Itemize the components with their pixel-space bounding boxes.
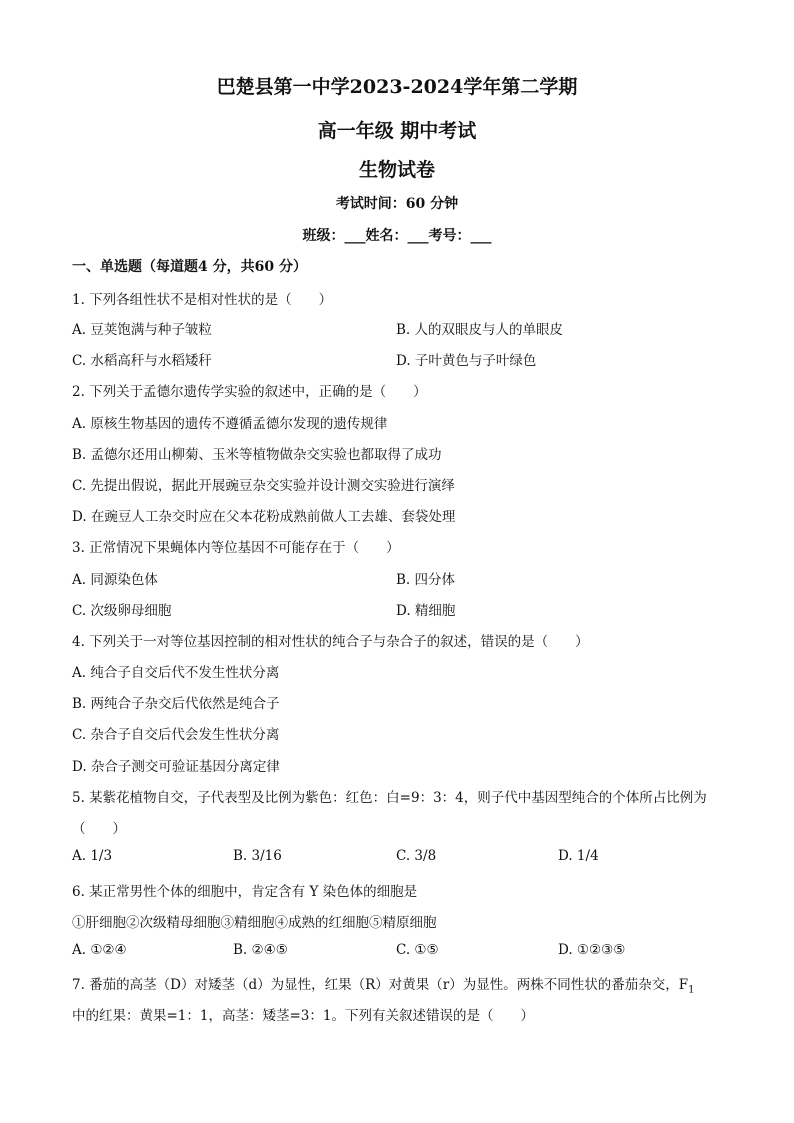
question-option: D. 在豌豆人工杂交时应在父本花粉成熟前做人工去雄、套袋处理	[72, 509, 456, 525]
question-option: A. 1/3	[72, 848, 113, 864]
question-option: B. 两纯合子杂交后代依然是纯合子	[72, 696, 280, 712]
student-info-fields: 班级：___姓名：___考号：___	[302, 228, 492, 244]
question-option: C. 水稻高秆与水稻矮秆	[72, 353, 212, 369]
section-title-single-choice: 一、单选题（每道题4 分，共60 分）	[72, 259, 307, 275]
question-option: C. 杂合子自交后代会发生性状分离	[72, 727, 280, 743]
question-option: C. ①⑤	[396, 942, 439, 958]
question-option: A. 豆荚饱满与种子皱粒	[72, 322, 212, 338]
question-option: D. 杂合子测交可验证基因分离定律	[72, 759, 280, 775]
question-option: C. 3/8	[396, 848, 437, 864]
question-option: D. 1/4	[558, 848, 599, 864]
question-option: B. 四分体	[396, 572, 456, 588]
question-stem: 2. 下列关于孟德尔遗传学实验的叙述中，正确的是（ ）	[72, 384, 427, 400]
question-option: B. 孟德尔还用山柳菊、玉米等植物做杂交实验也都取得了成功	[72, 447, 442, 463]
question-stem-continued: （ ）	[72, 821, 126, 837]
question-option: A. ①②④	[72, 942, 127, 958]
question-option: C. 次级卵母细胞	[72, 603, 172, 619]
question-stem: 3. 正常情况下果蝇体内等位基因不可能存在于（ ）	[72, 540, 400, 556]
question-option: B. ②④⑤	[233, 942, 288, 958]
question-stem-continued: 中的红果：黄果=1：1，高茎：矮茎=3：1。下列有关叙述错误的是（ ）	[72, 1008, 534, 1024]
question-stem-continued: ①肝细胞②次级精母细胞③精细胞④成熟的红细胞⑤精原细胞	[72, 915, 437, 931]
question-option: B. 人的双眼皮与人的单眼皮	[396, 322, 564, 338]
question-stem	[72, 973, 695, 996]
question-option: A. 纯合子自交后代不发生性状分离	[72, 665, 280, 681]
exam-title-school: 巴楚县第一中学2023-2024学年第二学期	[216, 76, 578, 98]
question-stem: 4. 下列关于一对等位基因控制的相对性状的纯合子与杂合子的叙述，错误的是（ ）	[72, 634, 589, 650]
question-option: C. 先提出假说，据此开展豌豆杂交实验并设计测交实验进行演绎	[72, 478, 455, 494]
question-option: D. 精细胞	[396, 603, 456, 619]
exam-title-subject: 生物试卷	[358, 159, 435, 181]
question-stem: 6. 某正常男性个体的细胞中，肯定含有 Y 染色体的细胞是	[72, 884, 418, 900]
question-option: D. 子叶黄色与子叶绿色	[396, 353, 537, 369]
question-stem-text: 7. 番茄的高茎（D）对矮茎（d）为显性，红果（R）对黄果（r）为显性。两株不同性状的番茄杂交，F	[72, 977, 689, 993]
question-option: A. 同源染色体	[72, 572, 158, 588]
exam-title-grade: 高一年级 期中考试	[317, 120, 477, 142]
question-option: A. 原核生物基因的遗传不遵循孟德尔发现的遗传规律	[72, 416, 388, 432]
question-stem: 5. 某紫花植物自交，子代表型及比例为紫色：红色：白=9：3：4，则子代中基因型纯合的个体所占比例为	[72, 790, 707, 806]
question-stem-subscript: 1	[688, 984, 695, 996]
question-stem: 1. 下列各组性状不是相对性状的是（ ）	[72, 292, 333, 308]
exam-time: 考试时间：60 分钟	[335, 196, 459, 212]
question-option: B. 3/16	[233, 848, 282, 864]
question-option: D. ①②③⑤	[558, 942, 626, 958]
